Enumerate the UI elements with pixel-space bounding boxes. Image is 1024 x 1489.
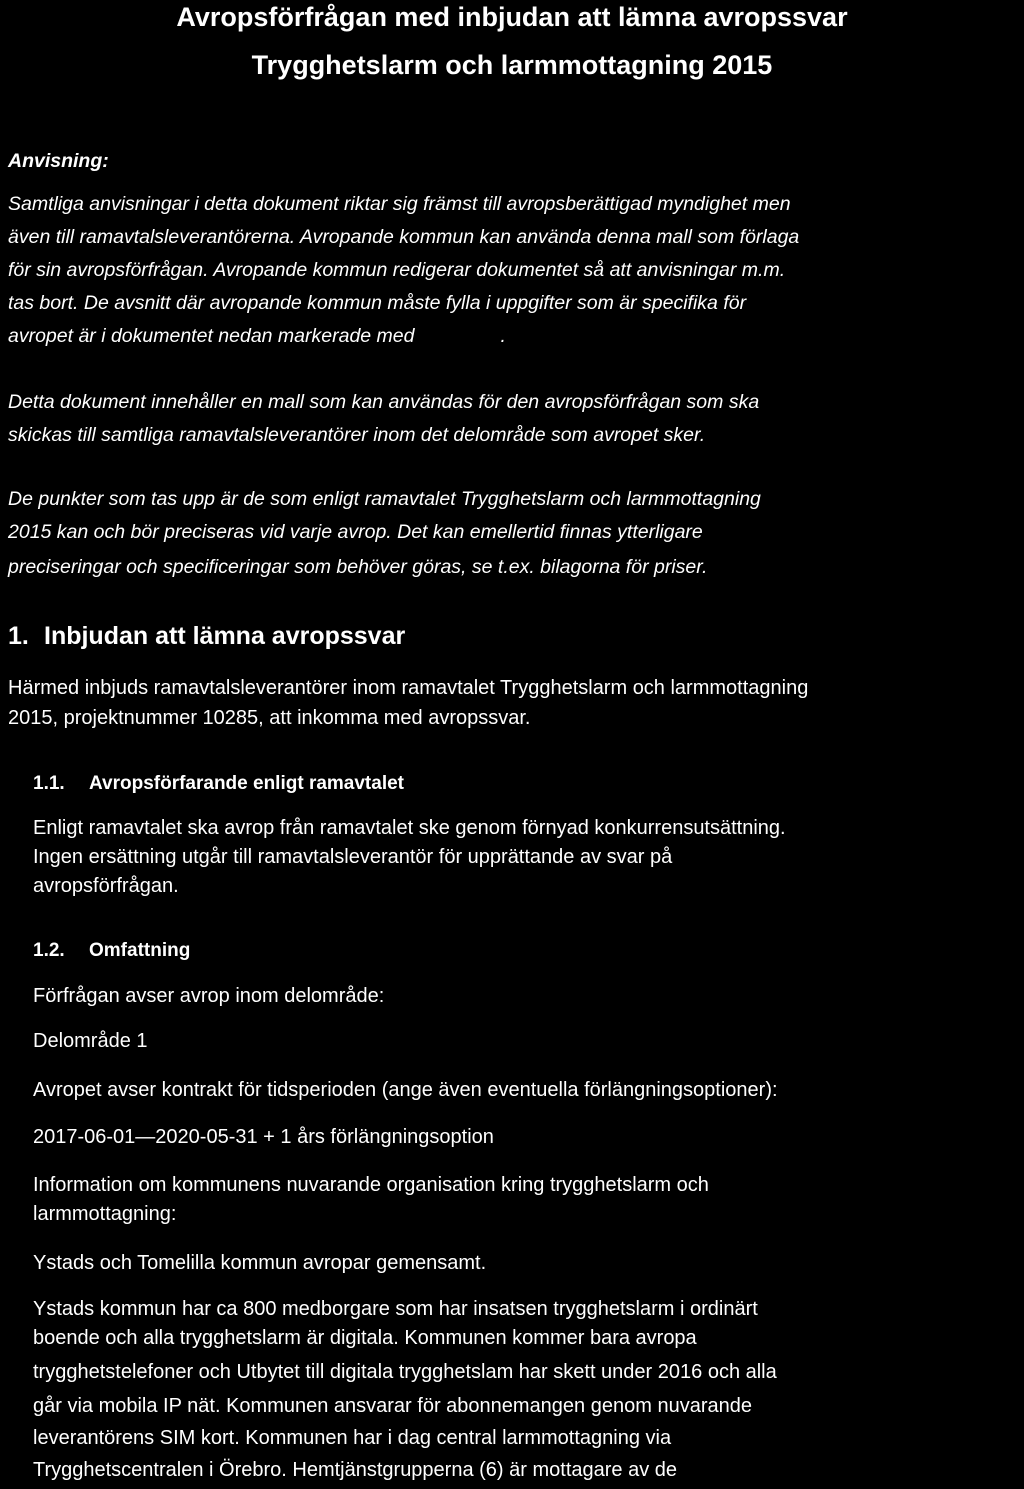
instructions-line: även till ramavtalsleverantörerna. Avropande kommun kan använda denna mall som förlaga bbox=[8, 226, 800, 248]
section-1-heading bbox=[8, 622, 405, 651]
body-line: Ystads och Tomelilla kommun avropar gemensamt. bbox=[33, 1252, 487, 1274]
instructions-line-end: . bbox=[500, 325, 506, 347]
instructions-line-text: avropet är i dokumentet nedan markerade med bbox=[8, 325, 415, 347]
body-line: 2015, projektnummer 10285, att inkomma med avropssvar. bbox=[8, 707, 531, 729]
body-line: leverantörens SIM kort. Kommunen har i dag central larmmottagning via bbox=[33, 1427, 672, 1449]
body-line: trygghetstelefoner och Utbytet till digitala trygghetslam har skett under 2016 och alla bbox=[33, 1361, 777, 1383]
body-line: Trygghetscentralen i Örebro. Hemtjänstgrupperna (6) är mottagare av de bbox=[33, 1459, 678, 1481]
instructions-line: tas bort. De avsnitt där avropande kommun måste fylla i uppgifter som är specifika för bbox=[8, 292, 747, 314]
body-line: Ingen ersättning utgår till ramavtalsleverantör för upprättande av svar på bbox=[33, 846, 673, 868]
body-line: boende och alla trygghetslarm är digitala. Kommunen kommer bara avropa bbox=[33, 1327, 697, 1349]
body-line: Ystads kommun har ca 800 medborgare som har insatsen trygghetslarm i ordinärt bbox=[33, 1298, 758, 1320]
document-subtitle: Trygghetslarm och larmmottagning 2015 bbox=[251, 50, 773, 80]
body-line: Enligt ramavtalet ska avrop från ramavtalet ske genom förnyad konkurrensutsättning. bbox=[33, 817, 786, 839]
body-line: Information om kommunens nuvarande organisation kring trygghetslarm och bbox=[33, 1174, 709, 1196]
instructions-line: De punkter som tas upp är de som enligt ramavtalet Trygghetslarm och larmmottagning bbox=[8, 488, 761, 510]
instructions-line: Samtliga anvisningar i detta dokument riktar sig främst till avropsberättigad myndighet men bbox=[8, 193, 791, 215]
section-title: Omfattning bbox=[89, 940, 191, 961]
instructions-line: 2015 kan och bör preciseras vid varje avrop. Det kan emellertid finnas ytterligare bbox=[8, 521, 703, 543]
instructions-line bbox=[8, 325, 506, 348]
instructions-line: Detta dokument innehåller en mall som kan användas för den avropsförfrågan som ska bbox=[8, 391, 760, 413]
body-line: avropsförfrågan. bbox=[33, 875, 179, 897]
section-number: 1.2. bbox=[33, 940, 65, 961]
instructions-heading: Anvisning: bbox=[8, 150, 109, 172]
body-line: Förfrågan avser avrop inom delområde: bbox=[33, 985, 385, 1007]
body-line: 2017-06-01—2020-05-31 + 1 års förlängningsoption bbox=[33, 1126, 494, 1148]
section-title: Inbjudan att lämna avropssvar bbox=[44, 622, 406, 650]
section-number: 1.1. bbox=[33, 773, 65, 794]
instructions-line: skickas till samtliga ramavtalsleverantörer inom det delområde som avropet sker. bbox=[8, 424, 706, 446]
section-number: 1. bbox=[8, 622, 29, 650]
instructions-line: för sin avropsförfrågan. Avropande kommun redigerar dokumentet så att anvisningar m.m. bbox=[8, 259, 786, 281]
instructions-line: preciseringar och specificeringar som behöver göras, se t.ex. bilagorna för priser. bbox=[8, 556, 708, 578]
section-title: Avropsförfarande enligt ramavtalet bbox=[89, 773, 404, 794]
body-line: Härmed inbjuds ramavtalsleverantörer inom ramavtalet Trygghetslarm och larmmottagning bbox=[8, 677, 809, 699]
section-1-2-heading bbox=[33, 940, 190, 962]
section-1-1-heading bbox=[33, 773, 404, 795]
body-line: går via mobila IP nät. Kommunen ansvarar för abonnemangen genom nuvarande bbox=[33, 1395, 752, 1417]
body-line: larmmottagning: bbox=[33, 1203, 177, 1225]
document-title: Avropsförfrågan med inbjudan att lämna avropssvar bbox=[176, 2, 848, 32]
body-line: Delområde 1 bbox=[33, 1030, 148, 1052]
body-line: Avropet avser kontrakt för tidsperioden (ange även eventuella förlängningsoptioner): bbox=[33, 1079, 778, 1101]
